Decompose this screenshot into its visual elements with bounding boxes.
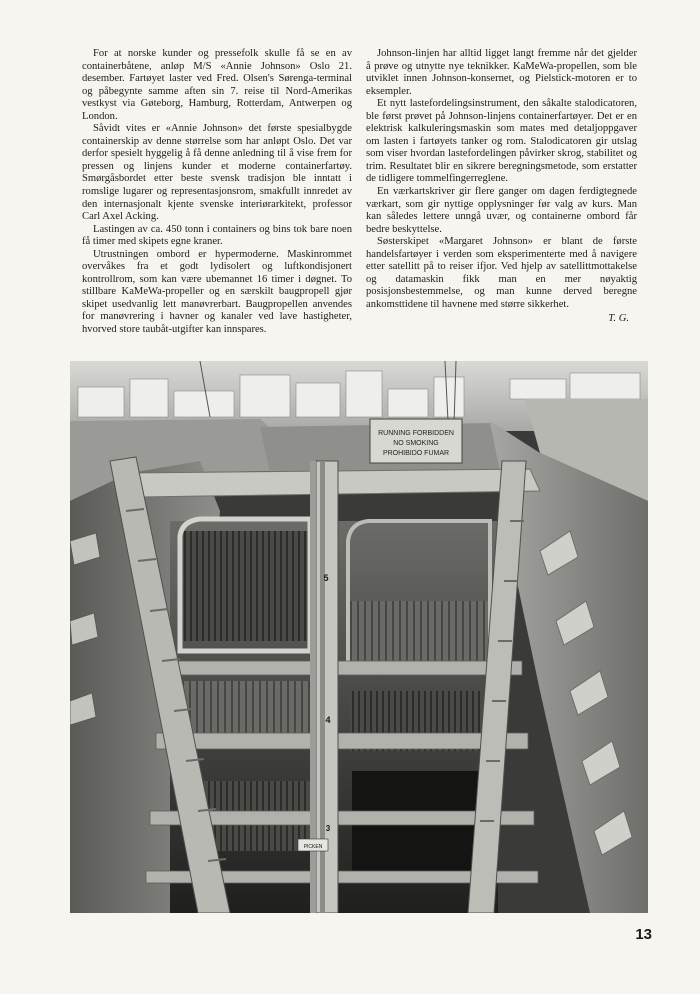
paragraph: For at norske kunder og pressefolk skulle få se en av containerbåtene, anløp M/S «Annie Johnson» Oslo 21. desember. Fartøyet laster ved Fred. Olsen's Sørenga-terminal og påbegynte samme aften sin 7. reise til Nord-Amerikas vestkyst via Gøteborg, Hamburg, Rotterdam, Antwerpen og London. (82, 48, 352, 122)
paragraph: Lastingen av ca. 450 tonn i containers og bins tok bare noen få timer med skipets egne kraner. (82, 223, 352, 248)
left-text-column (82, 48, 352, 337)
sign-line: RUNNING FORBIDDEN (378, 430, 454, 437)
cargo-hold-photo (70, 361, 648, 913)
right-text-column (366, 48, 637, 326)
paragraph: Et nytt lastefordelingsinstrument, den såkalte stalodicatoren, ble først prøvet på Johnson-linjens containerfartøyer. Det er en elektrisk kalkuleringsmaskin som mates med detaljoppgaver om lasten i fartøyets tanker og rom. Stalodicatoren gir utslag som viser hvordan lastefordelingen påvirker skrog, stabilitet og trim. Resultatet blir en sikrere beregningsmetode, som erstatter de tidligere tommelfingerreglene. (366, 98, 637, 185)
sign-line: PROHIBIDO FUMAR (382, 450, 450, 457)
hold-marker: 4 (325, 715, 331, 725)
page-number: 13 (635, 926, 652, 943)
cargo-hold-illustration (70, 361, 648, 913)
hold-marker: 3 (325, 824, 331, 833)
paragraph: Johnson-linjen har alltid ligget langt fremme når det gjelder å prøve og utnytte nye teknikker. KaMeWa-propellen, som ble utviklet innen Johnson-konsernet, og Pielstick-motoren er to eksempler. (366, 48, 637, 97)
author-signature: T. G. (608, 313, 629, 325)
paragraph: Såvidt vites er «Annie Johnson» det første spesialbygde containerskip av denne størrelse som har anløpt Oslo. Det var derfor spesielt hyggelig å få denne anledning til å vise frem for pressen og linjens kunder et moderne containerfartøy. Smørgåsbordet etter beste svensk tradisjon ble inntatt i romslige lugarer og representasjonsrom, smakfullt innredet av den internasjonalt kjente svenske interiørarkitekt, professor Carl Axel Acking. (82, 123, 352, 223)
paragraph: Utrustningen ombord er hypermoderne. Maskinrommet overvåkes fra et godt lydisolert og luftkondisjonert kontrollrom, som kan være ubemannet 16 timer i døgnet. To stillbare KaMeWa-propeller og en særskilt baugpropell gjør skipet usedvanlig lett manøvrerbart. Baugpropellen anvendes for manøvrering i havner og kanaler ved lave hastigheter, hvorved store taubåt-utgifter kan innspares. (82, 248, 352, 336)
paragraph: Søsterskipet «Margaret Johnson» er blant de første handelsfartøyer i verden som eksperimenterte med å navigere etter satellitt på to reiser ifjor. Ved hjelp av satellittmottakelse og datamaskin fikk man en mer nøyaktig posisjonsbestemmelse, og man kunne derved beregne ankomsttidene til havnene med større sikkerhet. (366, 236, 637, 310)
sign-line: NO SMOKING (393, 440, 439, 447)
paragraph: En værkartskriver gir flere ganger om dagen ferdigtegnede værkart, som gir nyttige opplysninger før valg av kurs. Man kan således lettere unngå uvær, og containerne ombord får bedre beskyttelse. (366, 186, 637, 235)
photo-plate-label: PICKEN (303, 844, 323, 850)
hold-marker: 5 (323, 573, 329, 583)
